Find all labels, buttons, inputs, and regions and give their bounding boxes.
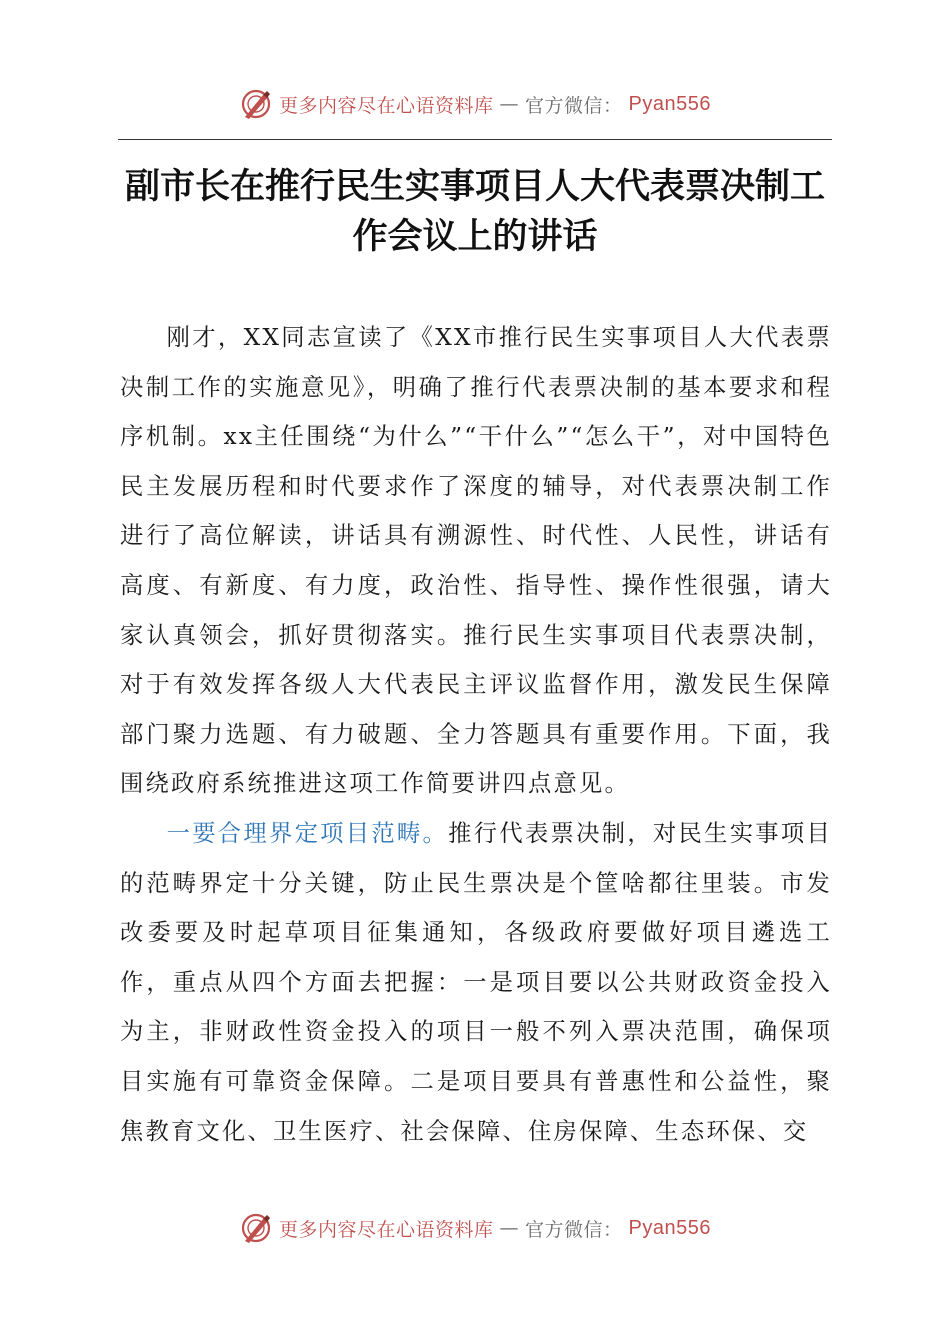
watermark-wechat-label: 官方微信： xyxy=(525,94,623,117)
title-line-1: 副市长在推行民生实事项目人大代表票决制工 xyxy=(124,167,825,207)
watermark-wechat-id: Pyan556 xyxy=(628,92,711,115)
watermark-brand: 更多内容尽在心语资料库 xyxy=(279,94,494,117)
title-line-2: 作会议上的讲话 xyxy=(352,217,598,257)
watermark-wechat-id: Pyan556 xyxy=(628,1216,711,1239)
pen-circle-logo-icon xyxy=(239,87,273,121)
watermark-dash: — xyxy=(499,93,520,115)
point-one-body: 推行代表票决制，对民生实事项目的范畴界定十分关键，防止民生票决是个筐啥都往里装。市发改委要及时起草项目征集通知，各级政府要做好项目遴选工作，重点从四个方面去把握：一是项目要以公共财政资金投入为主，非财政性资金投入的项目一般不列入票决范围，确保项目实施有可靠资金保障。二是项目要具有普惠性和公益性，聚焦教育文化、卫生医疗、社会保障、住房保障、生态环保、交 xyxy=(120,819,832,1145)
footer-watermark xyxy=(0,1208,950,1248)
document-body xyxy=(120,313,832,1156)
paragraph-point-one xyxy=(120,809,832,1156)
paragraph-intro: 刚才，XX同志宣读了《XX市推行民生实事项目人大代表票决制工作的实施意见》，明确了推行代表票决制的基本要求和程序机制。xx主任围绕“为什么”“干什么”“怎么干”，对中国特色民主发展历程和时代要求作了深度的辅导，对代表票决制工作进行了高位解读，讲话具有溯源性、时代性、人民性，讲话有高度、有新度、有力度，政治性、指导性、操作性很强，请大家认真领会，抓好贯彻落实。推行民生实事项目代表票决制，对于有效发挥各级人大代表民主评议监督作用，激发民生保障部门聚力选题、有力破题、全力答题具有重要作用。下面，我围绕政府系统推进这项工作简要讲四点意见。 xyxy=(120,324,832,798)
point-one-heading: 一要合理界定项目范畴。 xyxy=(166,819,449,847)
watermark-dash: — xyxy=(499,1217,520,1239)
document-title xyxy=(110,162,840,262)
watermark-wechat-label: 官方微信： xyxy=(525,1218,623,1241)
header-divider xyxy=(118,139,832,140)
watermark-brand: 更多内容尽在心语资料库 xyxy=(279,1218,494,1241)
pen-circle-logo-icon xyxy=(239,1211,273,1245)
header-watermark xyxy=(0,84,950,124)
